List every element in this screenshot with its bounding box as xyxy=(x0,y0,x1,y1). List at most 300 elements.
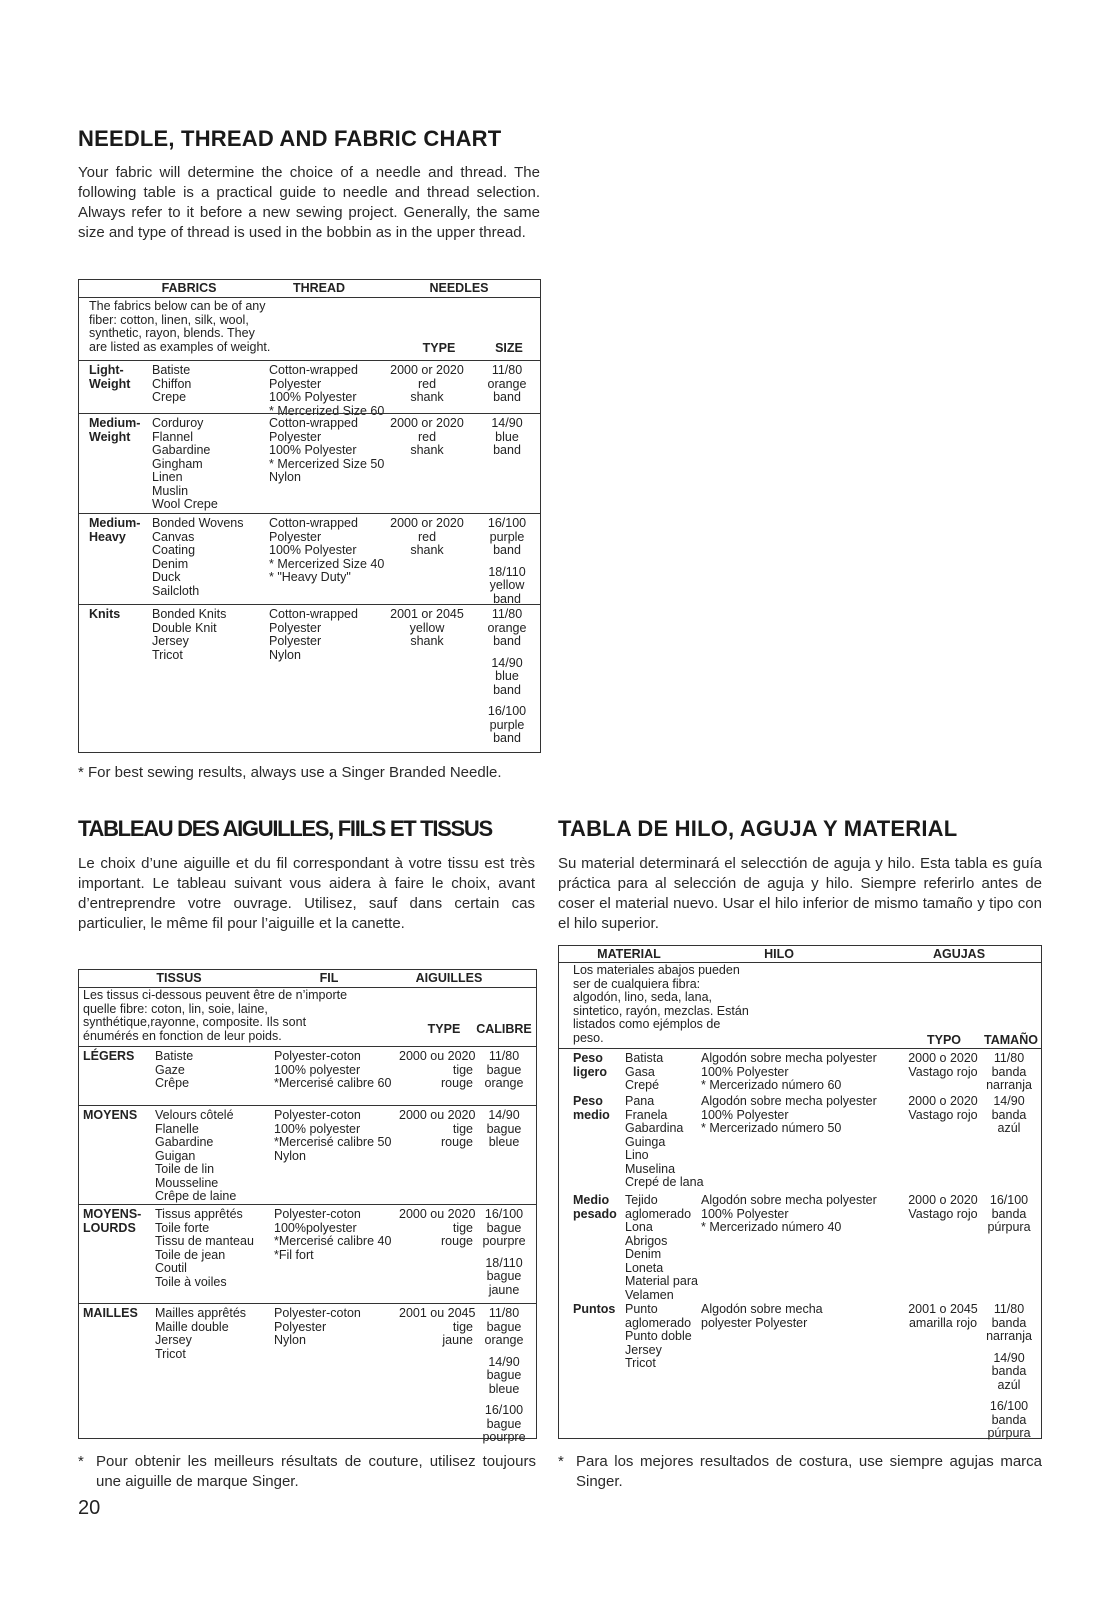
en-thread-line: * Mercerized Size 60 xyxy=(269,403,385,418)
es-type-line: amarilla rojo xyxy=(908,1315,978,1330)
fr-size-line: 18/110 xyxy=(485,1255,523,1270)
es-fabrics-line: Crepé de lana xyxy=(625,1175,704,1189)
fr-type-line: rouge xyxy=(441,1234,473,1248)
en-fabric-group xyxy=(79,513,540,606)
es-size-line: narranja xyxy=(986,1329,1032,1343)
es-size-block xyxy=(977,1095,1041,1136)
es-type-cell xyxy=(905,1303,981,1330)
es-fabrics-line: aglomerado xyxy=(625,1315,692,1330)
en-fabrics-line: Coating xyxy=(152,543,196,557)
fr-desc-line: énumérés en fonction de leur poids. xyxy=(83,1028,282,1043)
en-thread-line: Cotton-wrapped xyxy=(269,363,358,377)
fr-fabrics-line: Tissu de manteau xyxy=(155,1234,254,1248)
es-label-line: pesado xyxy=(573,1206,617,1221)
fr-size-block xyxy=(472,1307,536,1348)
fr-table-header xyxy=(79,970,536,988)
es-type-line: 2000 o 2020 xyxy=(908,1094,978,1108)
en-fabrics-cell xyxy=(152,417,262,512)
fr-label-cell xyxy=(83,1050,153,1064)
fr-fabrics-line: Velours côtelé xyxy=(155,1108,234,1122)
en-fabrics-cell xyxy=(152,364,262,405)
fr-type-line: 2000 ou 2020 xyxy=(399,1207,476,1221)
en-size-line: 14/90 xyxy=(491,416,523,430)
es-size-line: 11/80 xyxy=(993,1051,1025,1065)
en-thread-line: Cotton-wrapped xyxy=(269,516,358,530)
en-thread-line: Polyester xyxy=(269,429,322,444)
fr-fabrics-line: Flanelle xyxy=(155,1121,199,1136)
en-thread-line: 100% Polyester xyxy=(269,443,357,457)
fr-size-line: jaune xyxy=(488,1282,520,1297)
fr-thread-cell xyxy=(274,1208,404,1262)
en-size-line: orange xyxy=(487,620,527,635)
es-label-cell xyxy=(573,1194,623,1221)
fr-size-line: bague xyxy=(486,1416,522,1431)
en-desc-line: synthetic, rayon, blends. They xyxy=(89,326,255,340)
fr-type-line: tige xyxy=(452,1121,473,1136)
es-type-line: 2000 o 2020 xyxy=(908,1193,978,1207)
es-size-line: azúl xyxy=(997,1121,1021,1135)
fr-fabrics-line: Coutil xyxy=(155,1261,187,1275)
en-type-line: shank xyxy=(410,443,444,457)
fr-intro xyxy=(78,854,535,934)
en-size-line: 16/100 xyxy=(487,704,527,718)
es-label-cell xyxy=(573,1303,623,1317)
fr-thread-line: Polyester-coton xyxy=(274,1306,361,1320)
en-type-line: red xyxy=(417,429,437,444)
es-fabrics-line: Material para xyxy=(625,1274,698,1288)
en-thread-line: 100% Polyester xyxy=(269,390,357,404)
fr-size-line: 11/80 xyxy=(488,1306,520,1320)
fr-thread-cell xyxy=(274,1050,404,1091)
en-type-line: 2001 or 2045 xyxy=(390,607,464,621)
es-fabrics-line: Crepé xyxy=(625,1078,660,1092)
fr-type-line: tige xyxy=(452,1062,473,1077)
es-label-line: Puntos xyxy=(573,1302,616,1316)
page-number: 20 xyxy=(78,1497,101,1519)
en-thread-line: * Mercerized Size 40 xyxy=(269,556,385,571)
es-thread-cell xyxy=(701,1303,901,1330)
en-size-cell xyxy=(479,608,535,754)
en-type-cell xyxy=(379,517,475,558)
es-label-cell xyxy=(573,1095,623,1122)
fr-size-block xyxy=(472,1208,536,1249)
es-desc-line: sintetico, rayón, mezclas. Están xyxy=(573,1003,749,1018)
fr-chart-table xyxy=(78,969,537,1444)
fr-label-cell xyxy=(83,1307,153,1321)
en-fabrics-cell xyxy=(152,608,262,662)
en-thread-line: Polyester xyxy=(269,634,322,648)
en-thread-line: * Mercerized Size 50 xyxy=(269,456,385,471)
es-thread-line: 100% Polyester xyxy=(701,1107,789,1122)
es-desc-line: ser de cualquiera fibra: xyxy=(573,976,701,991)
en-desc-line: The fabrics below can be of any xyxy=(89,299,266,313)
es-size-line: púrpura xyxy=(987,1426,1031,1440)
en-size-block xyxy=(479,705,535,746)
fr-size-line: bleue xyxy=(488,1135,520,1149)
en-type-line: shank xyxy=(410,543,444,557)
en-size-block xyxy=(479,517,535,558)
fr-size-line: 14/90 xyxy=(488,1108,520,1122)
es-size-line: banda xyxy=(991,1107,1027,1122)
en-fabrics-line: Corduroy xyxy=(152,416,204,430)
es-type-cell xyxy=(905,1052,981,1079)
es-label-line: ligero xyxy=(573,1064,608,1079)
en-size-line: band xyxy=(493,443,521,457)
fr-fabrics-line: Gaze xyxy=(155,1062,185,1077)
en-thread-line: * "Heavy Duty" xyxy=(269,570,351,584)
es-desc-line: algodón, lino, seda, lana, xyxy=(573,990,712,1004)
es-label-line: Medio xyxy=(573,1193,610,1207)
fr-type-line: 2000 ou 2020 xyxy=(399,1049,476,1063)
es-fabrics-line: Lona xyxy=(625,1220,653,1234)
en-type-line: 2000 or 2020 xyxy=(390,363,464,377)
es-header-needles: AGUJAS xyxy=(932,947,986,961)
en-thread-line: 100% Polyester xyxy=(269,543,357,557)
en-size-line: 18/110 xyxy=(488,564,526,579)
es-fabrics-cell xyxy=(625,1194,705,1302)
en-fabric-group xyxy=(79,360,540,418)
fr-size-line: pourpre xyxy=(482,1234,526,1248)
fr-type-line: 2001 ou 2045 xyxy=(399,1306,476,1320)
es-fabrics-line: Punto doble xyxy=(625,1329,692,1343)
en-type-line: 2000 or 2020 xyxy=(390,516,464,530)
es-thread-line: 100% Polyester xyxy=(701,1064,789,1079)
es-fabrics-line: Muselina xyxy=(625,1161,676,1176)
fr-label-cell xyxy=(83,1208,153,1235)
es-thread-line: * Mercerizado número 50 xyxy=(701,1121,842,1135)
es-fabrics-line: Tejido xyxy=(625,1193,658,1207)
en-fabrics-line: Flannel xyxy=(152,429,193,444)
es-thread-line: Algodón sobre mecha polyester xyxy=(701,1193,877,1207)
fr-size-line: orange xyxy=(484,1333,524,1347)
fr-size-block xyxy=(472,1109,536,1150)
es-fabrics-line: Guinga xyxy=(625,1134,666,1149)
en-type-line: 2000 or 2020 xyxy=(390,416,464,430)
es-size-line: banda xyxy=(991,1364,1027,1378)
en-fabrics-line: Denim xyxy=(152,556,189,571)
fr-fabric-group xyxy=(79,1204,536,1297)
fr-fabrics-line: Gabardine xyxy=(155,1135,214,1149)
es-fabrics-line: Jersey xyxy=(625,1342,662,1357)
es-size-block xyxy=(977,1400,1041,1441)
es-type-cell xyxy=(905,1194,981,1221)
en-fabrics-line: Crepe xyxy=(152,390,187,404)
es-fabrics-cell xyxy=(625,1052,705,1093)
en-fabrics-line: Canvas xyxy=(152,529,195,544)
es-thread-line: Algodón sobre mecha polyester xyxy=(701,1094,877,1108)
en-size-block xyxy=(479,657,535,698)
en-size-line: band xyxy=(493,634,521,648)
fr-fabrics-cell xyxy=(155,1109,273,1204)
fr-thread-line: Nylon xyxy=(274,1148,306,1163)
en-footnote xyxy=(78,763,548,783)
fr-thread-line: Polyester-coton xyxy=(274,1049,361,1063)
es-thread-cell xyxy=(701,1052,901,1093)
en-fabric-description xyxy=(89,300,309,354)
es-header-fabrics: MATERIAL xyxy=(597,947,661,961)
es-size-line: 11/80 xyxy=(993,1302,1025,1316)
es-fabric-description xyxy=(573,964,833,1045)
en-subheader-type: TYPE xyxy=(422,341,456,355)
es-fabrics-line: Gasa xyxy=(625,1064,655,1079)
en-label-cell xyxy=(89,417,149,444)
en-section-title: NEEDLE, THREAD AND FABRIC CHART xyxy=(78,126,502,151)
es-footnote: * Para los mejores resultados de costura, use siempre agujas marca Singer. xyxy=(558,1453,1042,1490)
en-desc-line: fiber: cotton, linen, silk, wool, xyxy=(89,312,249,327)
fr-size-block xyxy=(472,1404,536,1445)
es-fabrics-line: Denim xyxy=(625,1247,662,1261)
en-fabrics-line: Muslin xyxy=(152,483,189,498)
es-subheader-size: TAMAÑO xyxy=(984,1033,1038,1047)
fr-fabrics-line: Mailles apprêtés xyxy=(155,1306,247,1320)
es-thread-cell xyxy=(701,1194,901,1235)
en-size-line: band xyxy=(493,731,521,745)
es-thread-line: Algodón sobre mecha xyxy=(701,1302,823,1316)
en-fabrics-line: Duck xyxy=(152,570,181,584)
en-fabrics-cell xyxy=(152,517,262,598)
es-size-cell xyxy=(977,1095,1041,1144)
es-thread-line: * Mercerizado número 60 xyxy=(701,1078,842,1092)
fr-size-cell xyxy=(472,1208,536,1305)
en-fabrics-line: Bonded Knits xyxy=(152,607,227,621)
en-thread-line: Cotton-wrapped xyxy=(269,416,358,430)
fr-fabric-group xyxy=(79,1303,536,1444)
en-thread-line: Polyester xyxy=(269,376,322,391)
en-size-line: purple xyxy=(489,529,525,544)
en-size-line: blue xyxy=(495,669,519,683)
en-header-fabrics: FABRICS xyxy=(161,281,217,295)
es-fabrics-line: Velamen xyxy=(625,1287,674,1302)
fr-size-line: bague xyxy=(486,1062,522,1077)
fr-type-cell xyxy=(399,1306,476,1348)
fr-type-line: rouge xyxy=(441,1076,473,1090)
en-size-line: 11/80 xyxy=(491,607,523,621)
en-label-line: Medium- xyxy=(89,416,141,430)
es-size-block xyxy=(977,1352,1041,1393)
en-header-needles: NEEDLES xyxy=(429,281,489,295)
fr-fabrics-cell xyxy=(155,1050,273,1091)
fr-size-line: bague xyxy=(486,1121,522,1136)
en-size-line: 11/80 xyxy=(491,363,523,377)
en-size-line: blue xyxy=(495,429,519,444)
fr-size-line: pourpre xyxy=(482,1430,526,1444)
es-size-block xyxy=(977,1052,1041,1093)
en-fabrics-line: Linen xyxy=(152,470,183,484)
fr-fabric-group xyxy=(79,1046,536,1090)
en-size-block xyxy=(479,566,535,607)
en-size-line: orange xyxy=(487,376,527,391)
es-fabrics-line: Pana xyxy=(625,1094,655,1108)
fr-fabrics-line: Batiste xyxy=(155,1049,194,1063)
fr-header-needles: AIGUILLES xyxy=(415,971,483,985)
fr-desc-line: synthétique,rayonne, composite. Ils sont xyxy=(83,1015,307,1029)
en-type-cell xyxy=(379,417,475,458)
en-fabrics-line: Bonded Wovens xyxy=(152,516,244,530)
fr-fabric-group xyxy=(79,1105,536,1203)
en-size-line: yellow xyxy=(489,578,525,592)
en-size-cell xyxy=(479,417,535,466)
en-label-line: Heavy xyxy=(89,529,126,544)
fr-size-block xyxy=(472,1356,536,1397)
fr-footnote-text: Pour obtenir les meilleurs résultats de couture, utilisez toujours une aiguille de marque Singer. xyxy=(96,1453,536,1490)
en-fabrics-line: Batiste xyxy=(152,363,191,377)
es-intro xyxy=(558,854,1042,934)
en-size-line: purple xyxy=(489,717,525,732)
en-type-cell xyxy=(379,608,475,649)
es-chart-table xyxy=(558,945,1042,1439)
es-size-line: 14/90 xyxy=(993,1094,1025,1108)
es-size-line: púrpura xyxy=(987,1220,1031,1234)
en-fabrics-line: Jersey xyxy=(152,634,189,648)
fr-thread-line: Polyester-coton xyxy=(274,1108,361,1122)
es-thread-line: * Mercerizado número 40 xyxy=(701,1220,842,1234)
es-size-cell xyxy=(977,1194,1041,1243)
fr-fabrics-line: Crêpe xyxy=(155,1076,190,1090)
en-size-line: band xyxy=(493,390,521,404)
es-size-line: banda xyxy=(991,1412,1027,1427)
es-label-cell xyxy=(573,1052,623,1079)
fr-size-line: 16/100 xyxy=(484,1207,524,1221)
es-fabrics-line: Tricot xyxy=(625,1356,656,1370)
es-size-line: narranja xyxy=(986,1078,1032,1092)
fr-fabric-description xyxy=(83,989,383,1043)
fr-fabrics-line: Toile de lin xyxy=(155,1162,215,1176)
fr-size-line: orange xyxy=(484,1076,524,1090)
en-label-line: Light- xyxy=(89,363,124,377)
es-size-line: azúl xyxy=(997,1377,1021,1392)
es-header-thread: HILO xyxy=(764,947,794,961)
en-fabrics-line: Gabardine xyxy=(152,443,211,457)
en-type-line: red xyxy=(417,529,437,544)
es-table-header xyxy=(559,946,1041,963)
es-size-block xyxy=(977,1303,1041,1344)
en-type-line: shank xyxy=(410,634,444,648)
es-size-cell xyxy=(977,1303,1041,1449)
en-fabrics-line: Chiffon xyxy=(152,376,192,391)
fr-thread-line: Polyester xyxy=(274,1319,327,1334)
es-fabrics-line: Gabardina xyxy=(625,1121,684,1135)
fr-thread-cell xyxy=(274,1109,404,1163)
fr-thread-line: *Fil fort xyxy=(274,1247,314,1262)
fr-thread-cell xyxy=(274,1307,404,1348)
en-fabrics-line: Sailcloth xyxy=(152,583,200,598)
es-fabrics-cell xyxy=(625,1303,705,1371)
fr-type-cell xyxy=(399,1108,476,1150)
fr-fabrics-line: Tricot xyxy=(155,1346,186,1361)
en-fabrics-line: Gingham xyxy=(152,456,203,471)
fr-header-fabrics: TISSUS xyxy=(156,971,202,985)
es-size-line: banda xyxy=(991,1315,1027,1330)
fr-thread-line: 100% polyester xyxy=(274,1121,361,1136)
es-type-line: Vastago rojo xyxy=(908,1064,978,1079)
en-fabrics-line: Tricot xyxy=(152,647,183,662)
es-fabrics-line: Abrigos xyxy=(625,1233,668,1248)
es-type-line: 2001 o 2045 xyxy=(908,1302,978,1316)
en-label-cell xyxy=(89,364,149,391)
es-type-cell xyxy=(905,1095,981,1122)
fr-fabrics-line: Toile à voiles xyxy=(155,1274,227,1289)
fr-thread-line: 100%polyester xyxy=(274,1220,357,1235)
en-label-line: Weight xyxy=(89,376,131,391)
fr-thread-line: Polyester-coton xyxy=(274,1207,361,1221)
fr-size-block xyxy=(472,1050,536,1091)
fr-fabrics-line: Toile de jean xyxy=(155,1247,226,1262)
en-fabrics-line: Wool Crepe xyxy=(152,497,218,511)
fr-thread-line: *Mercerisé calibre 50 xyxy=(274,1135,392,1149)
es-section-title: TABLA DE HILO, AGUJA Y MATERIAL xyxy=(558,816,958,841)
fr-type-line: rouge xyxy=(441,1135,473,1149)
fr-type-cell xyxy=(399,1207,476,1249)
en-fabric-group xyxy=(79,604,540,745)
en-label-cell xyxy=(89,608,149,622)
en-thread-line: Nylon xyxy=(269,470,301,484)
es-desc-line: peso. xyxy=(573,1030,604,1045)
en-size-cell xyxy=(479,364,535,413)
fr-fabrics-line: Guigan xyxy=(155,1148,196,1163)
es-size-line: 14/90 xyxy=(993,1350,1025,1365)
en-thread-line: Polyester xyxy=(269,620,322,635)
fr-label-line: LÉGERS xyxy=(83,1049,135,1063)
es-type-line: Vastago rojo xyxy=(908,1206,978,1221)
en-label-line: Weight xyxy=(89,429,131,444)
fr-header-thread: FIL xyxy=(319,971,339,985)
en-size-line: band xyxy=(493,682,521,697)
es-label-line: medio xyxy=(573,1107,610,1122)
en-thread-line: Nylon xyxy=(269,647,301,662)
fr-thread-line: Nylon xyxy=(274,1333,306,1347)
es-fabrics-line: Franela xyxy=(625,1107,668,1122)
en-footnote-text: * For best sewing results, always use a Singer Branded Needle. xyxy=(78,764,502,781)
fr-fabrics-cell xyxy=(155,1307,273,1361)
fr-type-line: jaune xyxy=(442,1333,473,1347)
en-size-cell xyxy=(479,517,535,614)
fr-fabrics-line: Jersey xyxy=(155,1333,192,1347)
en-chart-table xyxy=(78,279,541,753)
es-fabrics-line: Lino xyxy=(625,1148,649,1162)
fr-fabrics-line: Mousseline xyxy=(155,1175,219,1190)
fr-size-line: bleue xyxy=(488,1381,520,1396)
es-fabrics-line: Punto xyxy=(625,1302,658,1316)
fr-fabrics-line: Toile forte xyxy=(155,1220,210,1235)
fr-type-line: tige xyxy=(452,1319,473,1334)
fr-fabrics-line: Maille double xyxy=(155,1319,229,1334)
fr-fabrics-cell xyxy=(155,1208,273,1289)
fr-label-line: MOYENS- xyxy=(83,1207,142,1221)
en-size-block xyxy=(479,364,535,405)
es-intro-text: Su material determinará el selecctión de aguja y hilo. Esta tabla es guía práctica para al selección de aguja y hilo. Siempre referirlo antes de coser el material nuevo. Usar el hilo inferior de mismo tamaño y tipo con el hilo superior. xyxy=(558,855,1042,932)
fr-label-line: LOURDS xyxy=(83,1220,136,1235)
es-size-block xyxy=(977,1194,1041,1235)
es-fabric-group xyxy=(559,1048,1041,1092)
es-fabrics-cell xyxy=(625,1095,705,1190)
en-size-line: 14/90 xyxy=(491,655,523,670)
es-thread-cell xyxy=(701,1095,901,1136)
es-subheader-type: TYPO xyxy=(926,1033,962,1047)
es-size-line: banda xyxy=(991,1064,1027,1079)
en-size-line: band xyxy=(493,543,521,557)
en-fabrics-line: Double Knit xyxy=(152,620,217,635)
en-intro xyxy=(78,163,540,243)
en-size-block xyxy=(479,608,535,649)
en-desc-line: are listed as examples of weight. xyxy=(89,339,271,354)
es-type-line: Vastago rojo xyxy=(908,1107,978,1122)
es-fabrics-line: aglomerado xyxy=(625,1206,692,1221)
en-intro-text: Your fabric will determine the choice of a needle and thread. The following table is a practical guide to needle and thread selection. Always refer to it before a new sewing project. Generally, the same size and type of thread is used in the bobbin as in the upper thread. xyxy=(78,164,540,241)
fr-label-cell xyxy=(83,1109,153,1123)
es-desc-line: listados como ejémplos de xyxy=(573,1017,721,1031)
en-type-line: yellow xyxy=(409,620,445,635)
fr-size-line: bague xyxy=(486,1269,522,1283)
